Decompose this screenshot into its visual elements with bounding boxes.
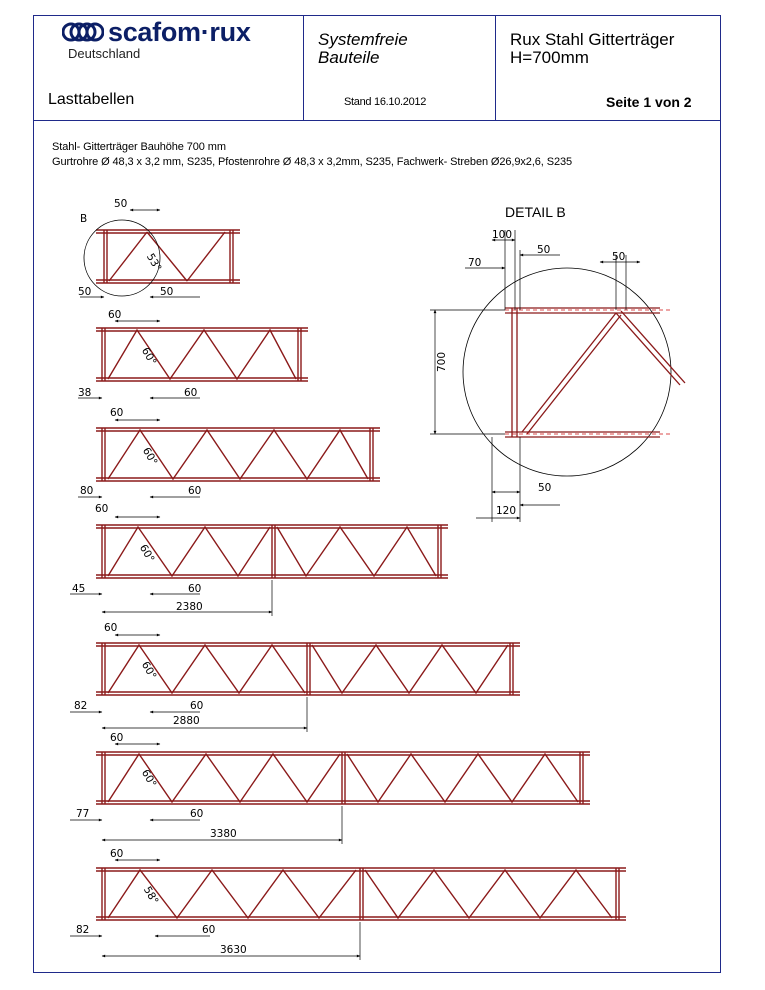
truss-5 [70,622,520,732]
dim-top: 60 [110,848,124,860]
dim-top: 60 [110,732,124,744]
dim-left: 82 [74,700,88,712]
category-line-2: Bauteile [318,48,380,67]
category-line-1: Systemfreie [318,30,408,49]
brand-name: scafom·rux [108,17,251,47]
dim-50-bottom: 50 [538,482,552,494]
description-line-2: Gurtrohre Ø 48,3 x 3,2 mm, S235, Pfostenrohre Ø 48,3 x 3,2mm, S235, Fachwerk- Streben Ø26,9x2,6, S235 [52,156,572,168]
dim-length: 3380 [210,828,237,840]
truss-1 [78,198,240,298]
truss-6 [70,732,590,844]
dim-top: 60 [108,309,122,321]
truss-2 [78,309,308,399]
dim-length: 2880 [173,715,200,727]
dim-length: 3630 [220,944,247,956]
page-number: Seite 1 von 2 [606,94,692,110]
dim-right: 60 [190,700,204,712]
dim-50-top: 50 [537,244,551,256]
detail-title: DETAIL B [505,204,566,220]
description-line-1: Stahl- Gitterträger Bauhöhe 700 mm [52,141,226,153]
document-type: Lasttabellen [48,91,135,108]
product-line-2: H=700mm [510,48,589,67]
revision-date: Stand 16.10.2012 [344,96,427,108]
truss-7 [70,848,626,960]
dim-left: 45 [72,583,86,595]
truss-4 [70,503,448,616]
angle-label: 60° [138,767,159,790]
dim-left: 38 [78,387,92,399]
dim-right: 60 [184,387,198,399]
dim-right: 50 [160,286,174,298]
dim-left: 82 [76,924,90,936]
dim-right: 60 [190,808,204,820]
brand-subtitle: Deutschland [68,46,141,61]
dim-length: 2380 [176,601,203,613]
detail-ref-label: B [80,213,88,225]
angle-label: 60° [138,345,159,368]
dim-top: 60 [95,503,109,515]
detail-b [430,204,685,522]
dim-100: 100 [492,229,513,241]
dim-top: 50 [114,198,128,210]
angle-label: 60° [136,542,157,565]
dim-right: 60 [202,924,216,936]
product-line-1: Rux Stahl Gitterträger [510,30,675,49]
dim-top: 60 [104,622,118,634]
angle-label: 60° [139,445,160,468]
dim-700: 700 [436,351,448,372]
truss-3 [78,407,380,497]
dim-left: 50 [78,286,92,298]
dim-right: 60 [188,583,202,595]
angle-label: 53° [143,251,164,274]
dim-right: 60 [188,485,202,497]
angle-label: 58° [140,884,161,907]
dim-top: 60 [110,407,124,419]
dim-50-right: 50 [612,251,626,263]
dim-70: 70 [468,257,482,269]
dim-left: 77 [76,808,90,820]
dim-120: 120 [496,505,517,517]
angle-label: 60° [138,659,159,682]
dim-left: 80 [80,485,94,497]
